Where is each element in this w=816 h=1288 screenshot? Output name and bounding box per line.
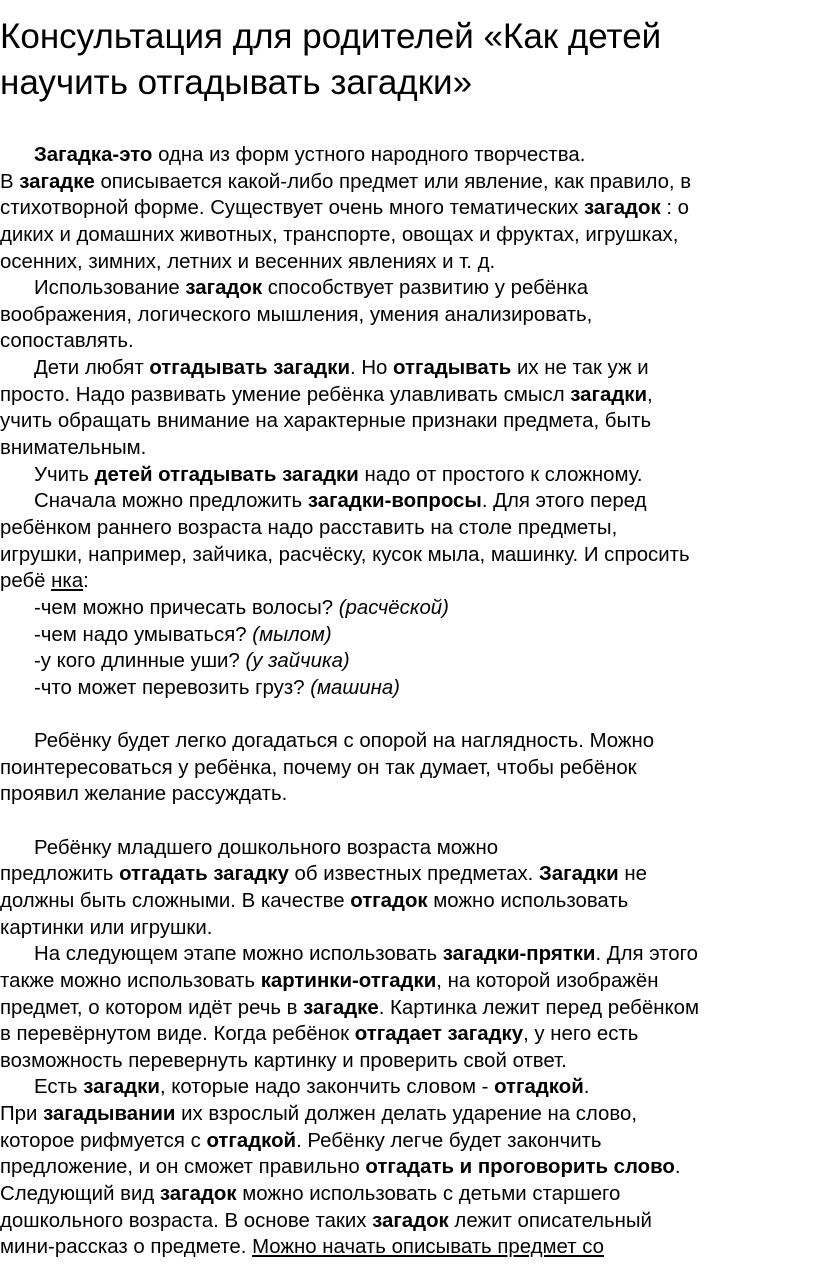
text-line: [0, 142, 816, 169]
text-run: . Для этого перед: [481, 490, 647, 513]
text-run: . Картинка лежит перед ребёнком: [378, 996, 699, 1019]
text-run: -чем надо умываться?: [34, 623, 253, 646]
text-run: Ребёнку будет легко догадаться с опорой на наглядность. Можно: [34, 730, 655, 753]
bold-term: отгадывать загадки: [149, 357, 350, 380]
text-run: Учить: [34, 463, 95, 486]
text-run: проявил желание рассуждать.: [0, 783, 288, 806]
text-run: дошкольного возраста. В основе таких: [0, 1209, 373, 1232]
bold-term: отгадывать: [393, 357, 512, 380]
bold-term: детей отгадывать загадки: [94, 463, 359, 486]
text-run: предложение, и он сможет правильно: [0, 1156, 366, 1179]
text-run: стихотворной форме. Существует очень много тематических: [0, 197, 585, 220]
text-run: возможность перевернуть картинку и проверить свой ответ.: [0, 1049, 567, 1072]
text-line: [0, 622, 816, 649]
text-run: предложить: [0, 863, 120, 886]
blank-line: [0, 701, 816, 728]
bold-term: загадке: [19, 170, 95, 193]
text-run: ребё: [0, 570, 52, 593]
text-run: .: [583, 1076, 590, 1099]
answer-text: (расчёской): [338, 596, 449, 619]
text-line: [0, 595, 816, 622]
text-run: Следующий вид: [0, 1182, 160, 1205]
text-run: -чем можно причесать волосы?: [34, 596, 339, 619]
text-run: . Ребёнку легче будет закончить: [296, 1129, 602, 1152]
blank-line: [0, 808, 816, 835]
answer-text: (у зайчика): [245, 650, 350, 673]
text-run: осенних, зимних, летних и весенних явлениях и т. д.: [0, 250, 496, 273]
text-run: Использование: [34, 277, 186, 300]
text-run: ,: [647, 383, 653, 406]
text-line: [0, 755, 816, 782]
text-run: игрушки, например, зайчика, расчёску, кусок мыла, машинку. И спросить: [0, 543, 690, 566]
text-line: [0, 302, 816, 329]
text-line: [0, 355, 816, 382]
bold-term: отгадкой: [494, 1076, 584, 1099]
text-line: [0, 195, 816, 222]
text-run: На следующем этапе можно использовать: [34, 943, 443, 966]
text-line: [0, 435, 816, 462]
text-run: просто. Надо развивать умение ребёнка улавливать смысл: [0, 383, 571, 406]
text-run: .: [674, 1156, 681, 1179]
text-line: [0, 1048, 816, 1075]
text-line: [0, 408, 816, 435]
text-run: . Для этого: [595, 943, 698, 966]
text-run: об известных предметах.: [288, 863, 540, 886]
bold-term: отгадкой: [206, 1129, 297, 1152]
answer-text: (машина): [310, 676, 400, 699]
bold-term: отгадает загадку: [354, 1023, 524, 1046]
text-run: -у кого длинные уши?: [34, 650, 246, 673]
text-run: В: [0, 170, 20, 193]
text-run: поинтересоваться у ребёнка, почему он так думает, чтобы ребёнок: [0, 756, 637, 779]
text-line: [0, 675, 816, 702]
text-run: , которые надо закончить словом -: [159, 1076, 495, 1099]
text-run: описывается какой-либо предмет или явление, как правило, в: [94, 170, 692, 193]
text-run: сопоставлять.: [0, 330, 134, 353]
bold-term: загадки: [83, 1076, 160, 1099]
text-run: их взрослый должен делать ударение на слово,: [175, 1103, 638, 1126]
text-run: в перевёрнутом виде. Когда ребёнок: [0, 1023, 355, 1046]
bold-term: картинки-отгадки: [260, 969, 437, 992]
text-run: их не так уж и: [511, 357, 649, 380]
text-run: воображения, логического мышления, умения анализировать,: [0, 303, 593, 326]
text-line: [0, 1074, 816, 1101]
text-run: . Но: [349, 357, 394, 380]
bold-term: загадок: [185, 277, 263, 300]
bold-term: отгадать и проговорить слово: [365, 1156, 675, 1179]
bold-term: отгадок: [350, 889, 428, 912]
article-body: [0, 142, 816, 1261]
bold-term: загадки-прятки: [442, 943, 596, 966]
text-line: [0, 1101, 816, 1128]
title-line-1: Консультация для родителей «Как детей: [0, 17, 662, 56]
text-run: можно использовать: [427, 889, 629, 912]
text-run: должны быть сложными. В качестве: [0, 889, 351, 912]
bold-term: загадке: [303, 996, 379, 1019]
text-line: [0, 1154, 816, 1181]
bold-term: загадки-вопросы: [307, 490, 482, 513]
text-line: [0, 915, 816, 942]
text-run: :: [83, 570, 89, 593]
text-run: Есть: [34, 1076, 84, 1099]
text-run: учить обращать внимание на характерные признаки предмета, быть: [0, 410, 652, 433]
text-run: : о: [660, 197, 690, 220]
text-line: [0, 169, 816, 196]
text-line: [0, 1128, 816, 1155]
text-line: [0, 835, 816, 862]
text-run: Ребёнку младшего дошкольного возраста можно: [34, 836, 499, 859]
text-run: предмет, о котором идёт речь в: [0, 996, 304, 1019]
text-run: не: [618, 863, 647, 886]
text-line: [0, 1021, 816, 1048]
bold-term: загадок: [372, 1209, 449, 1232]
text-run: мини-рассказ о предмете.: [0, 1236, 253, 1259]
bold-term: Загадка-это: [34, 144, 153, 166]
text-run: можно использовать с детьми старшего: [236, 1182, 621, 1205]
bold-term: загадок: [159, 1182, 237, 1205]
bold-term: загадывании: [43, 1103, 176, 1126]
page-title: [0, 14, 816, 106]
text-line: [0, 328, 816, 355]
underlined-text: Можно начать описывать предмет со: [252, 1236, 604, 1259]
text-line: [0, 995, 816, 1022]
text-line: [0, 568, 816, 595]
text-run: диких и домашних животных, транспорте, овощах и фруктах, игрушках,: [0, 223, 679, 246]
text-line: [0, 542, 816, 569]
bold-term: Загадки: [539, 863, 619, 886]
bold-term: отгадать загадку: [119, 863, 289, 886]
text-line: [0, 888, 816, 915]
text-run: лежит описательный: [448, 1209, 652, 1232]
text-line: [0, 488, 816, 515]
text-run: , у него есть: [523, 1023, 639, 1046]
bold-term: загадки: [570, 383, 648, 406]
text-line: [0, 648, 816, 675]
text-line: [0, 861, 816, 888]
text-line: [0, 781, 816, 808]
text-run: -что может перевозить груз?: [34, 676, 311, 699]
text-run: которое рифмуется с: [0, 1129, 207, 1152]
text-run: ребёнком раннего возраста надо расставить на столе предметы,: [0, 516, 618, 539]
text-run: также можно использовать: [0, 969, 261, 992]
text-line: [0, 728, 816, 755]
text-line: [0, 1234, 816, 1261]
text-run: При: [0, 1103, 44, 1126]
text-line: [0, 1181, 816, 1208]
title-line-2: научить отгадывать загадки»: [0, 63, 473, 102]
text-line: [0, 968, 816, 995]
text-line: [0, 1208, 816, 1235]
bold-term: загадок: [584, 197, 661, 220]
text-line: [0, 515, 816, 542]
text-line: [0, 941, 816, 968]
text-line: [0, 249, 816, 276]
text-line: [0, 382, 816, 409]
text-run: , на которой изображён: [436, 969, 659, 992]
text-run: картинки или игрушки.: [0, 916, 213, 939]
text-run: внимательным.: [0, 437, 147, 460]
underlined-text: нка: [51, 570, 84, 593]
text-run: надо от простого к сложному.: [358, 463, 643, 486]
text-run: одна из форм устного народного творчества.: [152, 144, 586, 166]
text-line: [0, 462, 816, 489]
text-run: Сначала можно предложить: [34, 490, 308, 513]
text-line: [0, 222, 816, 249]
text-run: Дети любят: [34, 357, 150, 380]
answer-text: (мылом): [252, 623, 332, 646]
text-line: [0, 275, 816, 302]
text-run: способствует развитию у ребёнка: [262, 277, 589, 300]
